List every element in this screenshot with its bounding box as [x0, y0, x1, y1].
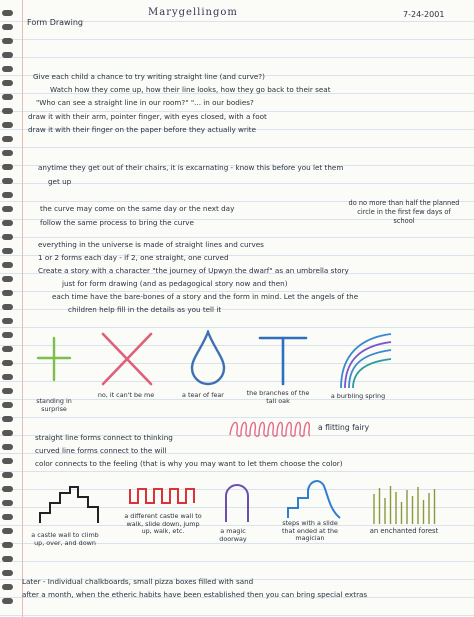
spiral-ring [2, 584, 13, 590]
note-line-7: get up [48, 177, 72, 186]
section-label: Form Drawing [27, 18, 83, 27]
form-enchanted-forest-lines [370, 484, 440, 528]
spiral-ring [2, 514, 13, 520]
side-note: do no more than half the planned circle in the first few days of school [348, 199, 460, 225]
spiral-binding [0, 0, 16, 617]
spiral-ring [2, 304, 13, 310]
spiral-ring [2, 192, 13, 198]
spiral-ring [2, 556, 13, 562]
caption-a-flitting-fairy: a flitting fairy [318, 423, 370, 432]
note-line-9: follow the same process to bring the curve [40, 218, 194, 227]
caption-standing-in-surprise: standing in surprise [36, 397, 72, 413]
caption-different-castle-wall: a different castle wall to walk, slide down, jump up, walk, etc. [124, 512, 202, 535]
spiral-ring [2, 570, 13, 576]
spiral-ring [2, 10, 13, 16]
spiral-ring [2, 52, 13, 58]
page-title: Marygellingom [148, 7, 238, 18]
spiral-ring [2, 290, 13, 296]
note-will: curved line forms connect to the will [35, 446, 167, 455]
form-burbling-spring-arcs [335, 326, 395, 390]
spiral-ring [2, 346, 13, 352]
spiral-ring [2, 486, 13, 492]
caption-a-burbling-spring: a burbling spring [330, 392, 386, 400]
spiral-ring [2, 430, 13, 436]
note-line-5: draw it with their finger on the paper before they actually write [28, 125, 257, 134]
form-straight-line-cross [36, 336, 72, 382]
caption-branches-of-tall-oak: the branches of the tall oak [246, 389, 310, 405]
spiral-ring [2, 220, 13, 226]
form-x-cross [99, 330, 155, 388]
caption-a-tear-of-fear: a tear of fear [182, 391, 224, 399]
caption-a-magic-doorway: a magic doorway [219, 527, 247, 543]
form-flitting-fairy-loops [228, 417, 310, 439]
caption-an-enchanted-forest: an enchanted forest [369, 527, 439, 535]
spiral-ring [2, 528, 13, 534]
spiral-ring [2, 598, 13, 604]
spiral-ring [2, 108, 13, 114]
spiral-ring [2, 178, 13, 184]
spiral-ring [2, 444, 13, 450]
note-line-11: 1 or 2 forms each day - if 2, one straight, one curved [38, 253, 229, 262]
spiral-ring [2, 318, 13, 324]
note-line-15: children help fill in the details as you tell it [68, 305, 222, 314]
spiral-ring [2, 542, 13, 548]
note-thinking: straight line forms connect to thinking [35, 433, 173, 442]
form-castle-wall-steps [38, 485, 102, 525]
note-line-3: "Who can see a straight line in our room?" "... in our bodies? [36, 98, 254, 107]
note-line-8: the curve may come on the same day or the next day [40, 204, 235, 213]
spiral-ring [2, 66, 13, 72]
note-line-4: draw it with their arm, pointer finger, with eyes closed, with a foot [28, 112, 267, 121]
spiral-ring [2, 388, 13, 394]
note-line-2: Watch how they come up, how their line looks, how they go back to their seat [50, 85, 331, 94]
form-tall-oak-t [258, 334, 308, 386]
form-steps-with-slide [286, 476, 342, 520]
spiral-ring [2, 500, 13, 506]
form-castle-wall-crenellation [128, 487, 196, 505]
note-line-1: Give each child a chance to try writing straight line (and curve?) [33, 72, 265, 81]
spiral-ring [2, 458, 13, 464]
spiral-ring [2, 360, 13, 366]
caption-castle-wall-climb: a castle wall to climb up, over, and down [31, 531, 99, 547]
spiral-ring [2, 94, 13, 100]
spiral-ring [2, 80, 13, 86]
spiral-ring [2, 122, 13, 128]
spiral-ring [2, 374, 13, 380]
spiral-ring [2, 136, 13, 142]
note-line-12: Create a story with a character "the journey of Upwyn the dwarf" as an umbrella story [38, 266, 349, 275]
spiral-ring [2, 234, 13, 240]
note-line-14: each time have the bare-bones of a story and the form in mind. Let the angels of the [52, 292, 359, 301]
footer-line-2: after a month, when the etheric habits have been established then you can bring special extras [22, 590, 368, 599]
spiral-ring [2, 248, 13, 254]
form-teardrop [188, 330, 228, 386]
note-line-13: just for form drawing (and as pedagogical story now and then) [62, 279, 288, 288]
spiral-ring [2, 164, 13, 170]
spiral-ring [2, 416, 13, 422]
margin-line [22, 0, 23, 617]
form-magic-doorway-arch [222, 480, 252, 524]
spiral-ring [2, 262, 13, 268]
spiral-ring [2, 276, 13, 282]
spiral-ring [2, 38, 13, 44]
spiral-ring [2, 206, 13, 212]
spiral-ring [2, 472, 13, 478]
spiral-ring [2, 402, 13, 408]
spiral-ring [2, 150, 13, 156]
caption-no-it-cant-be-me: no, it can't be me [97, 391, 155, 399]
spiral-ring [2, 332, 13, 338]
note-feeling: color connects to the feeling (that is why you may want to let them choose the color) [35, 459, 343, 468]
note-line-6: anytime they get out of their chairs, it is excarnating - know this before you let them [38, 163, 344, 172]
spiral-ring [2, 24, 13, 30]
caption-steps-with-slide: steps with a slide that ended at the magician [281, 519, 338, 542]
date: 7-24-2001 [403, 10, 445, 19]
footer-line-1: Later - Individual chalkboards, small pizza boxes filled with sand [22, 577, 254, 586]
note-line-10: everything in the universe is made of straight lines and curves [38, 240, 264, 249]
